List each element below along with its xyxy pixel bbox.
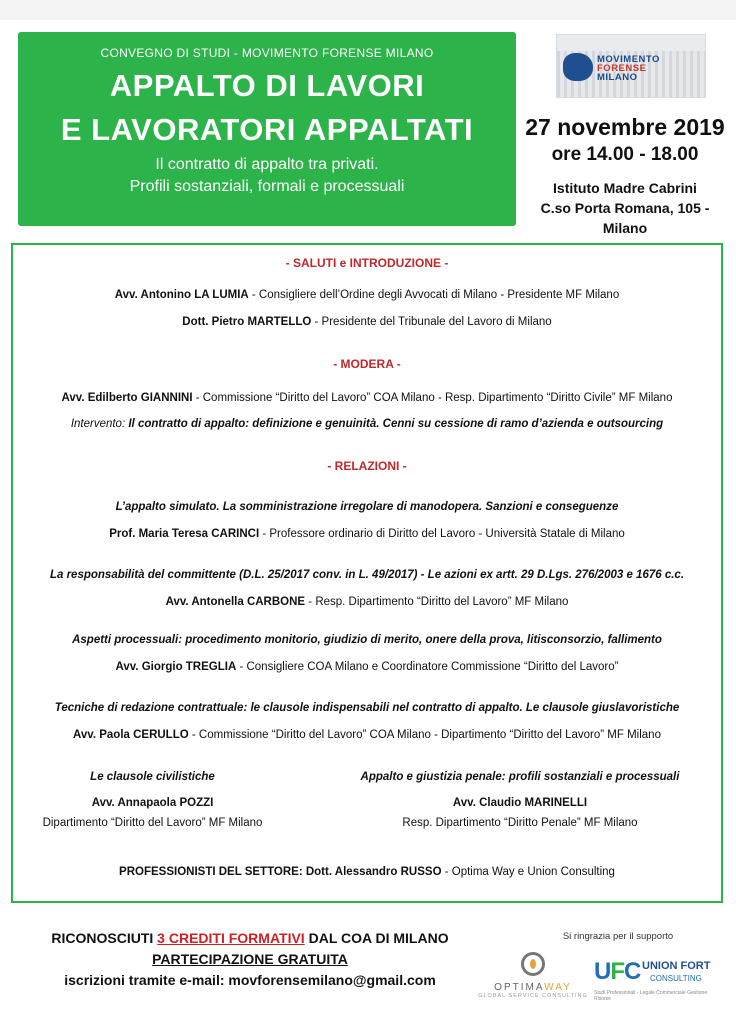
logo-text: MOVIMENTO FORENSE MILANO (597, 54, 660, 83)
event-venue: Istituto Madre Cabrini (553, 180, 697, 196)
professionisti-row: PROFESSIONISTI DEL SETTORE: Dott. Alessandro RUSSO - Optima Way e Union Consulting (119, 866, 615, 878)
talk-topic: La responsabilità del committente (D.L. 25/2017 conv. in L. 49/2017) - Le azioni ex artt. 29 D.Lgs. 276/2003 e 1676 c.c. (49, 569, 685, 581)
title-line-2: E LAVORATORI APPALTATI (60, 112, 474, 147)
talk-speaker: Prof. Maria Teresa CARINCI - Professore ordinario di Diritto del Lavoro - Università Statale di Milano (109, 528, 625, 540)
free-participation: PARTECIPAZIONE GRATUITA (152, 951, 348, 967)
talk-topic: Tecniche di redazione contrattuale: le clausole indispensabili nel contratto di appalto. Le clausole giuslavoristiche (54, 702, 680, 714)
credits-highlight: 3 CREDITI FORMATIVI (157, 930, 305, 946)
title-banner (18, 32, 516, 226)
talk-speaker-role: Resp. Dipartimento “Diritto Penale” MF Milano (402, 817, 638, 829)
talk-speaker: Avv. Giorgio TREGLIA - Consigliere COA Milano e Coordinatore Commissione “Diritto del Lavoro” (115, 661, 619, 673)
event-date: 27 novembre 2019 (525, 114, 725, 140)
credits-line: RICONOSCIUTI 3 CREDITI FORMATIVI DAL COA DI MILANO (51, 930, 449, 946)
relazioni-heading: - RELAZIONI - (327, 459, 407, 473)
globe-icon (563, 53, 593, 81)
moderator-row: Avv. Edilberto GIANNINI - Commissione “Diritto del Lavoro” COA Milano - Resp. Dipartimento “Diritto Civile” MF Milano (61, 392, 673, 404)
signup-email[interactable]: iscrizioni tramite e-mail: movforensemilano@gmail.com (64, 972, 436, 988)
modera-heading: - MODERA - (333, 357, 401, 371)
convegno-label: CONVEGNO DI STUDI - MOVIMENTO FORENSE MILANO (100, 46, 434, 60)
speaker-row: Avv. Antonino LA LUMIA - Consigliere dell’Ordine degli Avvocati di Milano - Presidente MF Milano (114, 289, 620, 301)
movimento-forense-logo (556, 34, 706, 98)
talk-speaker-role: Dipartimento “Diritto del Lavoro” MF Milano (42, 817, 263, 829)
talk-right (340, 767, 700, 833)
talk-speaker: Avv. Antonella CARBONE - Resp. Dipartimento “Diritto del Lavoro” MF Milano (165, 596, 569, 608)
sponsor-thanks: Si ringrazia per il supporto (562, 931, 674, 942)
talk-topic: Le clausole civilistiche (90, 771, 215, 783)
footer-info (30, 928, 470, 991)
talk-topic: L’appalto simulato. La somministrazione irregolare di manodopera. Sanzioni e conseguenze (115, 501, 619, 513)
event-time: ore 14.00 - 18.00 (551, 144, 699, 165)
talk-left (40, 767, 265, 833)
speaker-row: Dott. Pietro MARTELLO - Presidente del Tribunale del Lavoro di Milano (182, 316, 552, 328)
talk-speaker-name: Avv. Claudio MARINELLI (452, 797, 588, 809)
talk-speaker-name: Avv. Annapaola POZZI (91, 797, 214, 809)
subtitle-line-1: Il contratto di appalto tra privati. (155, 156, 379, 173)
union-fort-logo: UFC UNION FORT CONSULTING Studi Professionali - Legale Commerciale Gestione Risorse (594, 958, 711, 1002)
talk-topic: Aspetti processuali: procedimento monitorio, giudizio di merito, onere della prova, litisconsorzio, fallimento (72, 634, 662, 646)
ufc-mark: UFC (594, 958, 641, 985)
subtitle-line-2: Profili sostanziali, formali e processuali (129, 178, 405, 195)
event-address: C.so Porta Romana, 105 - Milano (540, 200, 710, 236)
top-strip (0, 0, 736, 20)
event-info (520, 112, 730, 238)
optima-circle-icon (521, 952, 545, 976)
optima-way-logo: OPTIMAWAY GLOBAL SERVICE CONSULTING (478, 948, 588, 1016)
intervento-row: Intervento: Il contratto di appalto: definizione e genuinità. Cenni su cessione di ramo d’azienda e outsourcing (70, 418, 664, 430)
talk-topic: Appalto e giustizia penale: profili sostanziali e processuali (360, 771, 680, 783)
title-line-1: APPALTO DI LAVORI (109, 68, 425, 103)
talk-speaker: Avv. Paola CERULLO - Commissione “Diritto del Lavoro” COA Milano - Dipartimento “Diritto del Lavoro” MF Milano (73, 729, 661, 741)
saluti-heading: - SALUTI e INTRODUZIONE - (285, 256, 449, 270)
